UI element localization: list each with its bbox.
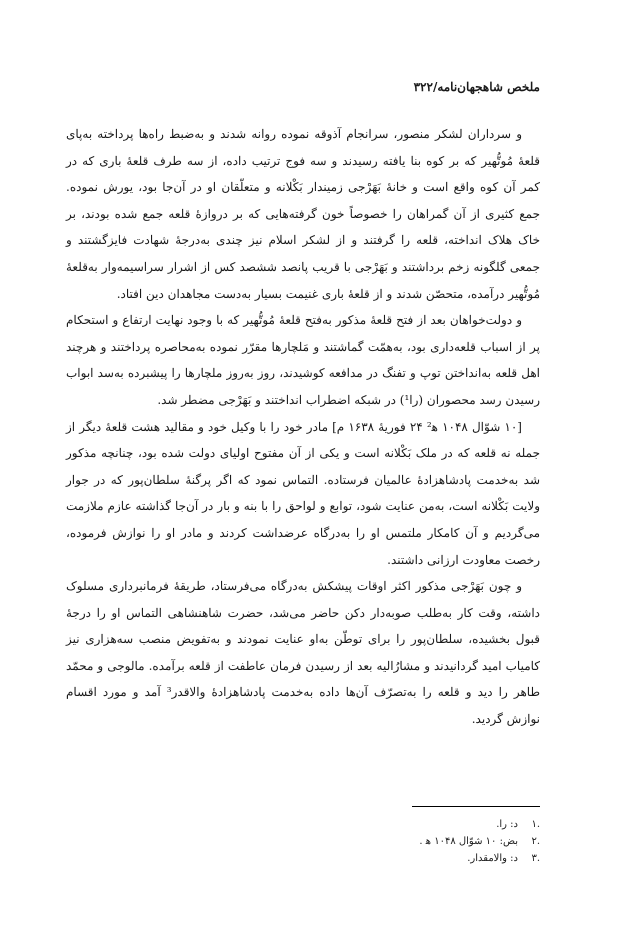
footnote-number: .۱ [531,819,540,830]
paragraph: و دولت‌خواهان بعد از فتح قلعهٔ مذکور به‌فتح قلعهٔ مُوتُّهیر که با وجود نهایت ارتفاع و استحکام پر از اسباب قلعه‌داری بود، به‌همّت گماشتند و مَلچارها مقرّر نموده به‌محاصره پرداختند و هرچند اهل قلعه به‌انداختن توپ و تفنگ در مدافعه کوشیدند، روز به‌روز ملچارها را پیشبرده به‌سد ابواب رسیدن رسد محصوران (را¹) در شبکه اضطراب انداختند و بَهَرْجی مضطر شد. [66,313,540,407]
footnote-number: .۳ [531,853,540,864]
footnote-item [260,816,540,833]
running-header: ملخص شاهجهان‌نامه/۳۲۲ [413,80,540,94]
footnote-text: د: را. [496,819,518,830]
paragraph: و سرداران لشکر منصور، سرانجام آذوقه نموده روانه شدند و به‌ضبط راه‌ها پرداخته به‌پای قلعهٔ مُوتُّهیر که بر کوه بنا یافته رسیدند و سه فوج ترتیب داده، از سه طرف قلعهٔ باری که در کمر آن کوه واقع است و خانهٔ بَهَرْجی زمیندار بَکْلانه و متعلّقان او در آن‌جا بود، یورش نموده. جمع کثیری از آن گمراهان را خصوصاً خون گرفته‌هایی که بر دروازهٔ قلعه جمع شده بودند، بر خاک هلاک انداخته، قلعه را گرفتند و از لشکر اسلام نیز چندی به‌درجهٔ شهادت فایزگشتند و جمعی گلگونه زخم برداشتند و بَهَرْجی با قریب پانصد ششصد کس از اشرار سراسیمه‌وار به‌قلعهٔ مُوتُّهیر درآمده، متحصّن شدند و از قلعهٔ باری غنیمت بسیار به‌دست مجاهدان دین افتاد. [66,127,540,301]
footnote-divider [412,806,540,807]
paragraph: و چون بَهَرْجی مذکور اکثر اوقات پیشکش به‌درگاه می‌فرستاد، طریقهٔ فرمانبرداری مسلوک داشته، وقت کار به‌طلب صوبه‌دار دکن حاضر می‌شد، حضرت شاهنشاهی التماس او را درجهٔ قبول بخشیده، سلطان‌پور را برای توطّن به‌او عنایت نمودند و به‌تفویض منصب سه‌هزاری نیز کامیاب امید گردانیدند و مشارُالیه بعد از رسیدن فرمان عاطفت از قلعه برآمده. مالوجی و محمّد طاهر را دید و قلعه را به‌تصرّف آن‌ها داده به‌خدمت پادشاهزادهٔ والاقدر³ آمد و مورد اقسام نوازش گردید. [66,579,540,727]
footnote-item [260,850,540,867]
footnote-text: د: والامقدار. [467,853,518,864]
paragraph: [۱۰ شوّال ۱۰۴۸ ه‍‌² ۲۴ فوریهٔ ۱۶۳۸ م] مادر خود را با وکیل خود و مقالید هشت قلعهٔ دیگر از جمله نه قلعه که در ملک بَکْلانه است و یکی از آن مفتوح اولیای دولت شده بود، چنانچه مذکور شد به‌خدمت پادشاهزادهٔ عالمیان فرستاده. التماس نمود که اگر پرگنهٔ سلطان‌پور که در جوار ولایت بَکْلانه است، به‌من عنایت شود، توابع و لواحق را با بنه و بار در آن‌جا گذاشته عازم ملازمت می‌گردیم و آن کامکار ملتمس او را به‌درگاه عرضداشت کردند و مادر او را نوازش فرموده، رخصت معاودت ارزانی داشتند. [66,419,540,567]
body-text [66,121,540,733]
footnote-text: بض: ۱۰ شوّال ۱۰۴۸ ه‍ . [419,836,518,847]
footnotes [260,816,540,867]
footnote-item [260,833,540,850]
footnote-number: .۲ [531,836,540,847]
